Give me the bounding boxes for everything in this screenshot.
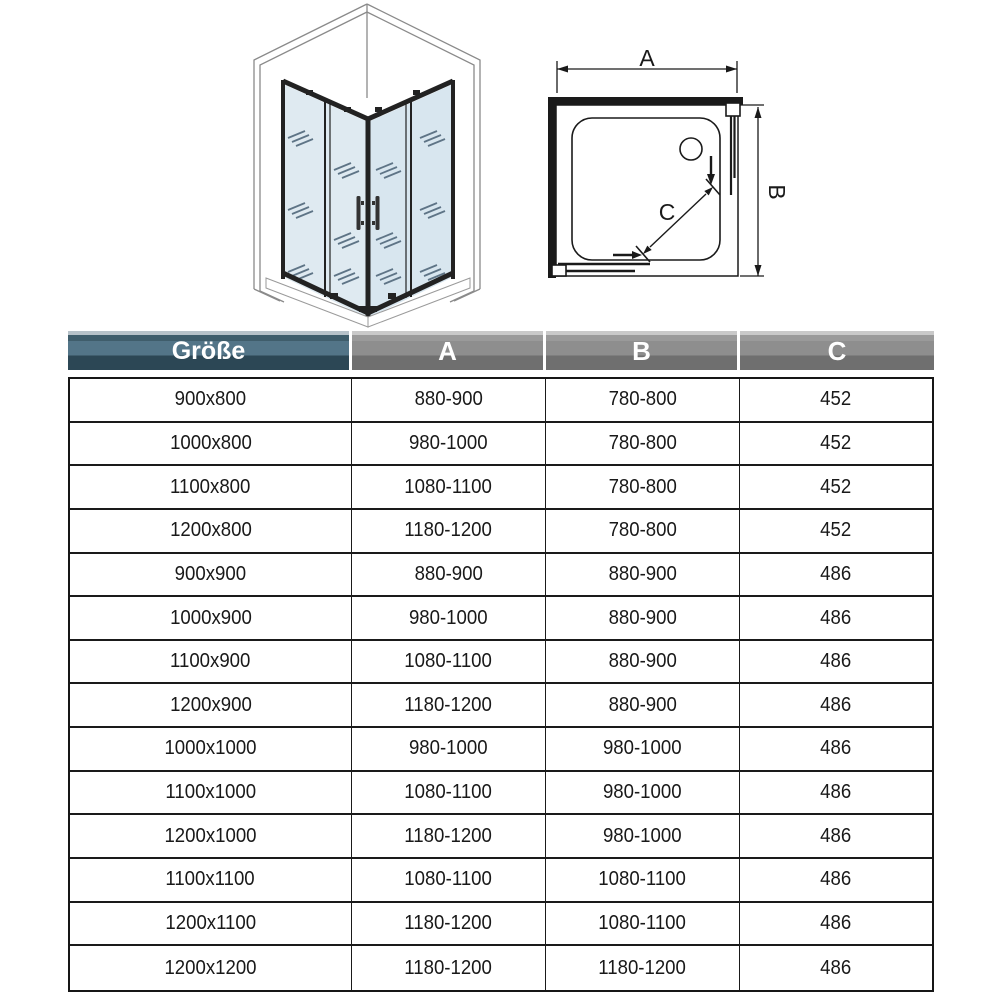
table-cell: 980-1000	[546, 728, 740, 770]
table-cell: 452	[820, 388, 852, 411]
table-cell: 1100x1000	[70, 772, 352, 814]
header-cell-b: B	[546, 331, 740, 370]
table-cell: 486	[820, 606, 852, 629]
table-cell: 1200x1200	[70, 946, 352, 990]
header-cell-c: C	[740, 331, 934, 370]
table-cell: 880-900	[352, 554, 546, 596]
top-view-dimension-drawing	[540, 40, 810, 300]
table-row	[70, 815, 932, 859]
table-cell: 980-1000	[546, 772, 740, 814]
table-row	[70, 641, 932, 685]
table-row	[70, 554, 932, 598]
table-cell: 486	[820, 650, 852, 673]
table-cell: 980-1000	[352, 597, 546, 639]
table-cell: 1080-1100	[546, 903, 740, 945]
table-cell: 486	[820, 824, 852, 847]
table-cell: 780-800	[546, 379, 740, 421]
table-cell: 880-900	[546, 554, 740, 596]
table-row	[70, 903, 932, 947]
size-table-header	[68, 331, 934, 370]
table-cell: 1180-1200	[352, 510, 546, 552]
table-cell: 1200x800	[70, 510, 352, 552]
table-cell: 1180-1200	[352, 815, 546, 857]
dim-label-c: C	[658, 199, 676, 225]
table-cell: 486	[820, 956, 852, 979]
table-cell: 486	[820, 781, 852, 804]
table-cell: 452	[820, 519, 852, 542]
table-cell: 486	[820, 562, 852, 585]
table-cell: 1080-1100	[352, 772, 546, 814]
table-cell: 880-900	[546, 597, 740, 639]
table-row	[70, 423, 932, 467]
table-cell: 780-800	[546, 466, 740, 508]
table-cell: 1100x900	[70, 641, 352, 683]
table-cell: 1180-1200	[352, 946, 546, 990]
table-cell: 780-800	[546, 510, 740, 552]
table-cell: 486	[820, 868, 852, 891]
table-cell: 880-900	[352, 379, 546, 421]
table-cell: 486	[820, 912, 852, 935]
shower-tray	[572, 118, 720, 260]
table-cell: 486	[820, 693, 852, 716]
table-cell: 1100x1100	[70, 859, 352, 901]
table-cell: 1000x900	[70, 597, 352, 639]
table-cell: 486	[820, 737, 852, 760]
table-cell: 452	[820, 431, 852, 454]
table-cell: 452	[820, 475, 852, 498]
table-row	[70, 772, 932, 816]
table-cell: 1000x800	[70, 423, 352, 465]
table-cell: 1200x1000	[70, 815, 352, 857]
table-cell: 1180-1200	[352, 684, 546, 726]
drain-circle	[680, 138, 702, 160]
table-row	[70, 728, 932, 772]
table-cell: 1080-1100	[352, 859, 546, 901]
table-row	[70, 684, 932, 728]
dim-label-b: B	[764, 184, 790, 200]
table-row	[70, 859, 932, 903]
table-cell: 980-1000	[546, 815, 740, 857]
table-cell: 900x800	[70, 379, 352, 421]
table-row	[70, 466, 932, 510]
table-cell: 1200x900	[70, 684, 352, 726]
size-table-body	[68, 377, 934, 992]
table-cell: 980-1000	[352, 728, 546, 770]
dim-label-a: A	[639, 45, 655, 71]
table-cell: 1080-1100	[352, 466, 546, 508]
table-row	[70, 946, 932, 990]
header-cell-a: A	[352, 331, 546, 370]
table-cell: 1100x800	[70, 466, 352, 508]
table-cell: 880-900	[546, 684, 740, 726]
table-cell: 1180-1200	[546, 946, 740, 990]
table-cell: 1180-1200	[352, 903, 546, 945]
table-cell: 1200x1100	[70, 903, 352, 945]
table-row	[70, 597, 932, 641]
table-row	[70, 379, 932, 423]
table-cell: 980-1000	[352, 423, 546, 465]
shower-enclosure-3d-drawing	[238, 0, 488, 335]
table-cell: 880-900	[546, 641, 740, 683]
header-cell-groesse: Größe	[68, 331, 352, 370]
table-cell: 780-800	[546, 423, 740, 465]
table-row	[70, 510, 932, 554]
table-cell: 900x900	[70, 554, 352, 596]
table-cell: 1080-1100	[546, 859, 740, 901]
table-cell: 1000x1000	[70, 728, 352, 770]
table-cell: 1080-1100	[352, 641, 546, 683]
